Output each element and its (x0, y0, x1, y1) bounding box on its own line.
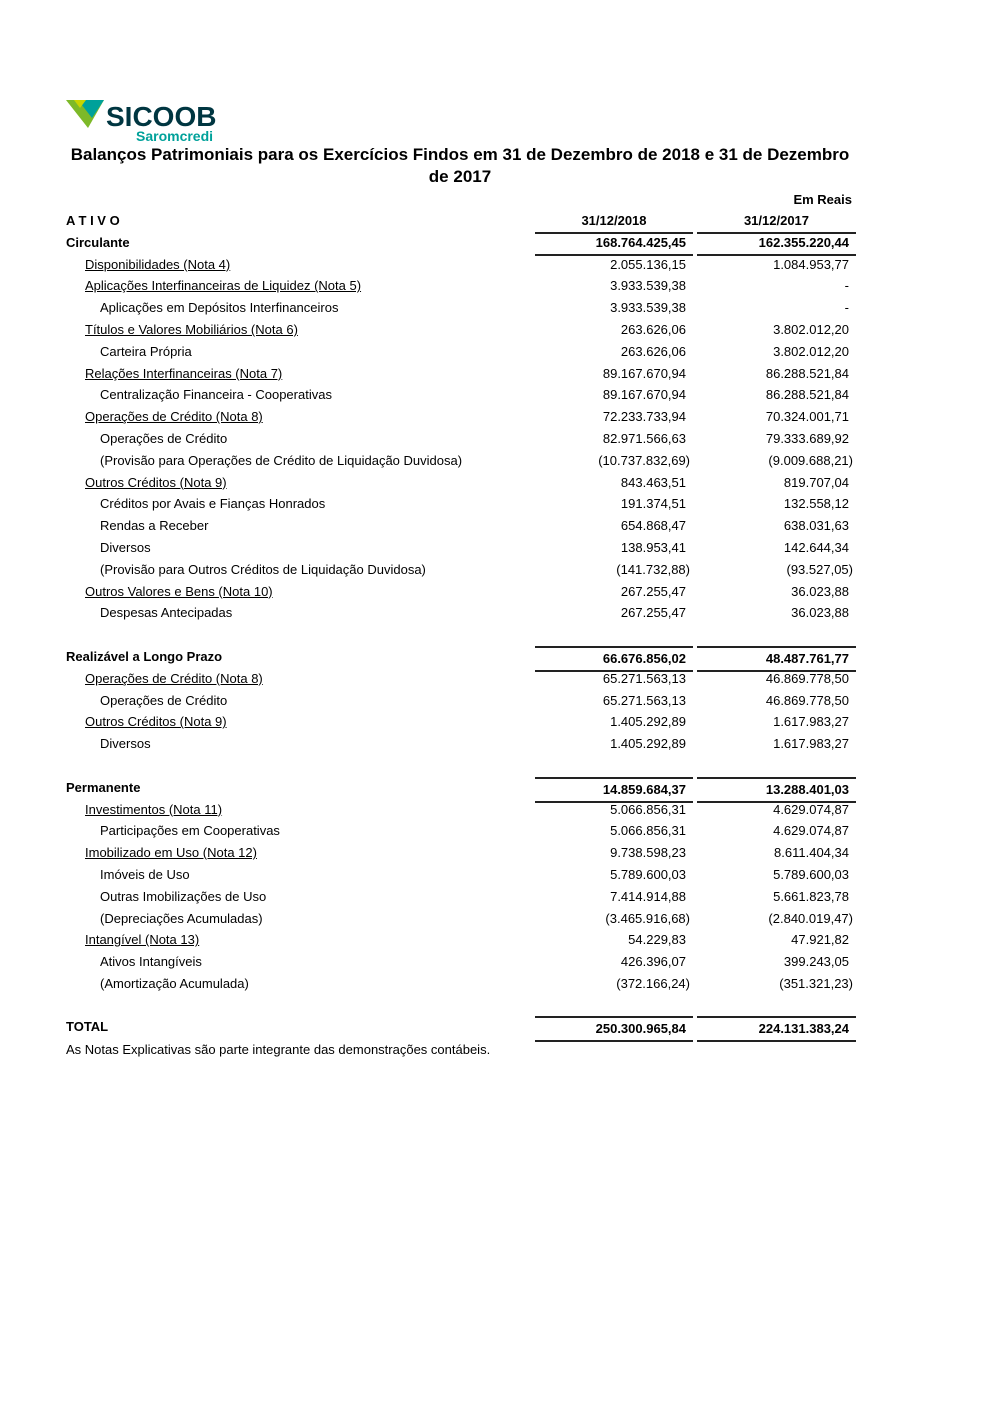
label-text: (Depreciações Acumuladas) (100, 910, 263, 926)
item-label (100, 886, 266, 908)
footnote: As Notas Explicativas são parte integrante das demonstrações contábeis. (66, 1042, 491, 1057)
value-2017: 36.023,88 (791, 583, 849, 599)
value-2017: 4.629.074,87 (773, 801, 849, 817)
value-2018: 14.859.684,37 (535, 777, 693, 803)
assets-heading (66, 210, 120, 232)
value-2017: 132.558,12 (783, 496, 849, 512)
value-2018: 54.229,83 (628, 932, 686, 948)
value-2017: (2.840.019,47) (768, 910, 853, 926)
value-2017: - (844, 300, 849, 316)
value-2017: 8.611.404,34 (774, 845, 849, 861)
section-label (66, 777, 140, 799)
value-2017: 819.707,04 (783, 474, 849, 490)
page-title: Balanços Patrimoniais para os Exercícios Findos em 31 de Dezembro de 2018 e 31 de Dezembro de 2017 (70, 145, 850, 186)
value-2017: 1.617.983,27 (773, 736, 849, 752)
value-2017: 47.921,82 (791, 932, 849, 948)
label-text: Imobilizado em Uso (Nota 12) (85, 845, 257, 861)
item-label (100, 864, 190, 886)
value-2017: 142.644,34 (783, 539, 849, 555)
value-2018: 65.271.563,13 (602, 670, 686, 686)
label-text: Circulante (66, 234, 130, 250)
label-text: Investimentos (Nota 11) (85, 801, 223, 817)
label-text: (Provisão para Operações de Crédito de Liquidação Duvidosa) (100, 452, 463, 468)
value-2017: 5.661.823,78 (773, 888, 849, 904)
value-2018: 9.738.598,23 (610, 845, 686, 861)
group-label (66, 668, 263, 690)
label-text: Diversos (100, 736, 151, 752)
svg-text:SICOOB: SICOOB (106, 101, 217, 132)
sicoob-logo (66, 100, 226, 144)
item-label (100, 559, 426, 581)
label-text: (Provisão para Outros Créditos de Liquidação Duvidosa) (100, 561, 426, 577)
value-2018: (3.465.916,68) (605, 910, 690, 926)
value-2018: 89.167.670,94 (602, 387, 686, 403)
value-2018: 138.953,41 (620, 539, 686, 555)
value-2017: 13.288.401,03 (697, 777, 856, 803)
value-2017: (351.321,23) (779, 975, 853, 991)
item-label (100, 820, 280, 842)
label-text: Disponibilidades (Nota 4) (85, 256, 231, 272)
label-text: Despesas Antecipadas (100, 605, 233, 621)
value-2018: 3.933.539,38 (610, 300, 686, 316)
value-2018: (372.166,24) (616, 975, 690, 991)
value-2018: 267.255,47 (620, 605, 686, 621)
label-text: TOTAL (66, 1019, 109, 1035)
value-2017: 70.324.001,71 (765, 409, 849, 425)
value-2018: 843.463,51 (620, 474, 686, 490)
label-text: Realizável a Longo Prazo (66, 648, 223, 664)
value-2018: 65.271.563,13 (602, 692, 686, 708)
value-2018: (10.737.832,69) (598, 452, 690, 468)
value-2018: 5.066.856,31 (610, 801, 686, 817)
group-label (66, 254, 230, 276)
value-2018: (141.732,88) (616, 561, 690, 577)
label-text: (Amortização Acumulada) (100, 975, 249, 991)
value-2017: 4.629.074,87 (773, 823, 849, 839)
value-2017: 5.789.600,03 (773, 866, 849, 882)
group-label (66, 275, 361, 297)
group-label (66, 799, 222, 821)
item-label (100, 428, 227, 450)
label-text: Créditos por Avais e Fianças Honrados (100, 496, 326, 512)
item-label (100, 515, 208, 537)
value-2018: 654.868,47 (620, 518, 686, 534)
value-2018: 5.066.856,31 (610, 823, 686, 839)
value-2018: 7.414.914,88 (610, 888, 686, 904)
group-label (66, 363, 282, 385)
label-text: Aplicações Interfinanceiras de Liquidez (Nota 5) (85, 278, 362, 294)
item-label (100, 537, 151, 559)
value-2017: 638.031,63 (783, 518, 849, 534)
value-2018: 3.933.539,38 (610, 278, 686, 294)
value-2018: 267.255,47 (620, 583, 686, 599)
label-text: Intangível (Nota 13) (85, 932, 200, 948)
label-text: Diversos (100, 539, 151, 555)
item-label (100, 450, 462, 472)
group-label (66, 842, 257, 864)
label-text: Operações de Crédito (Nota 8) (85, 409, 263, 425)
value-2017: 46.869.778,50 (765, 692, 849, 708)
label-text: Operações de Crédito (Nota 8) (85, 670, 263, 686)
svg-text:Saromcredi: Saromcredi (136, 128, 214, 144)
value-2018: 168.764.425,45 (535, 232, 693, 256)
item-label (100, 733, 151, 755)
label-text: Imóveis de Uso (100, 866, 190, 882)
column-header-2017: 31/12/2017 (697, 210, 856, 234)
value-2017: 86.288.521,84 (765, 387, 849, 403)
label-text: A T I V O (66, 213, 120, 228)
value-2018: 250.300.965,84 (535, 1016, 693, 1042)
group-label (66, 581, 273, 603)
item-label (100, 973, 249, 995)
group-label (66, 406, 263, 428)
section-label (66, 232, 130, 254)
label-text: Centralização Financeira - Cooperativas (100, 387, 332, 403)
value-2018: 263.626,06 (620, 321, 686, 337)
item-label (100, 908, 263, 930)
value-2017: 3.802.012,20 (773, 343, 849, 359)
currency-unit: Em Reais (793, 192, 852, 207)
value-2018: 191.374,51 (620, 496, 686, 512)
section-label (66, 646, 222, 668)
value-2017: 3.802.012,20 (773, 321, 849, 337)
value-2018: 426.396,07 (620, 954, 686, 970)
group-label (66, 711, 227, 733)
value-2018: 2.055.136,15 (610, 256, 686, 272)
item-label (100, 602, 232, 624)
label-text: Ativos Intangíveis (100, 954, 202, 970)
value-2017: (9.009.688,21) (768, 452, 853, 468)
section-label (66, 1016, 108, 1038)
item-label (100, 690, 227, 712)
label-text: Permanente (66, 779, 141, 795)
value-2018: 1.405.292,89 (610, 736, 686, 752)
value-2018: 263.626,06 (620, 343, 686, 359)
value-2017: (93.527,05) (786, 561, 853, 577)
value-2017: 1.617.983,27 (773, 714, 849, 730)
label-text: Outros Créditos (Nota 9) (85, 474, 227, 490)
group-label (66, 472, 227, 494)
label-text: Relações Interfinanceiras (Nota 7) (85, 365, 283, 381)
value-2018: 89.167.670,94 (602, 365, 686, 381)
item-label (100, 951, 202, 973)
label-text: Outros Créditos (Nota 9) (85, 714, 227, 730)
value-2017: 46.869.778,50 (765, 670, 849, 686)
label-text: Outros Valores e Bens (Nota 10) (85, 583, 273, 599)
label-text: Participações em Cooperativas (100, 823, 280, 839)
label-text: Títulos e Valores Mobiliários (Nota 6) (85, 321, 298, 337)
value-2017: 224.131.383,24 (697, 1016, 856, 1042)
value-2018: 72.233.733,94 (602, 409, 686, 425)
value-2018: 1.405.292,89 (610, 714, 686, 730)
value-2018: 82.971.566,63 (602, 430, 686, 446)
label-text: Operações de Crédito (100, 692, 228, 708)
value-2017: 36.023,88 (791, 605, 849, 621)
label-text: Rendas a Receber (100, 518, 209, 534)
item-label (100, 384, 332, 406)
value-2017: - (844, 278, 849, 294)
value-2017: 48.487.761,77 (697, 646, 856, 672)
value-2017: 79.333.689,92 (765, 430, 849, 446)
value-2017: 86.288.521,84 (765, 365, 849, 381)
label-text: Aplicações em Depósitos Interfinanceiros (100, 300, 339, 316)
item-label (100, 297, 338, 319)
value-2017: 1.084.953,77 (773, 256, 849, 272)
item-label (100, 493, 325, 515)
value-2018: 5.789.600,03 (610, 866, 686, 882)
value-2017: 162.355.220,44 (697, 232, 856, 256)
value-2017: 399.243,05 (783, 954, 849, 970)
label-text: Operações de Crédito (100, 430, 228, 446)
value-2018: 66.676.856,02 (535, 646, 693, 672)
label-text: Carteira Própria (100, 343, 192, 359)
label-text: Outras Imobilizações de Uso (100, 888, 267, 904)
column-header-2018: 31/12/2018 (535, 210, 693, 234)
group-label (66, 319, 298, 341)
group-label (66, 929, 199, 951)
item-label (100, 341, 192, 363)
